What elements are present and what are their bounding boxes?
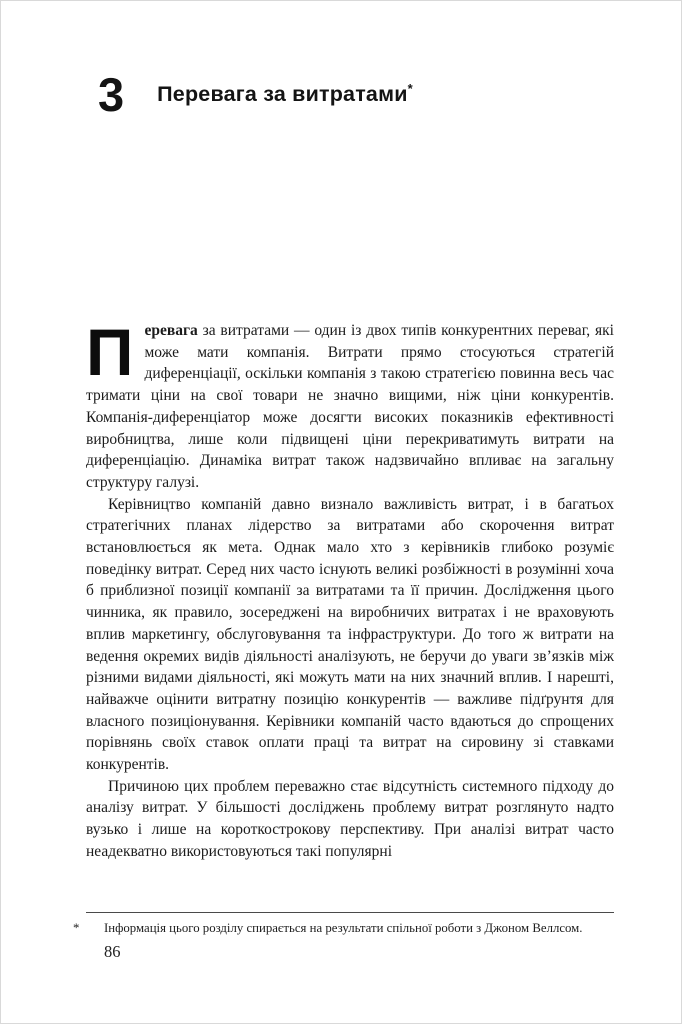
- paragraph-lead-word: еревага: [144, 322, 198, 339]
- footnote: [73, 920, 614, 937]
- chapter-title: [157, 82, 413, 106]
- page-number: 86: [104, 942, 121, 961]
- chapter-number: 3: [98, 68, 125, 121]
- body-paragraph: Керівництво компаній давно визнало важливість витрат, і в багатьох стратегічних планах лідерство за витратами або скорочення витрат встановлюється як мета. Однак мало хто з керівників глибоко розуміє поведінку витрат. Серед них часто існують великі розбіжності в розумінні хоча б приблизної позиції компанії за витратами та її причин. Дослідження цього чинника, як правило, зосереджені на виробничих витратах і не враховують вплив маркетингу, обслуговування та інфраструктури. До того ж витрати на ведення окремих видів діяльності аналізують, не беручи до уваги зв’язків між різними видами діяльності, які можуть мати на них значний вплив. І нарешті, найважче оцінити витратну позицію конкурентів — важливе підґрунтя для власного позиціонування. Керівники компаній часто вдаються до спрощених порівнянь своїх ставок оплати праці та витрат на сировину зі ставками конкурентів.: [86, 495, 614, 774]
- footnote-text: Інформація цього розділу спирається на результати спільної роботи з Джоном Веллсом.: [104, 921, 583, 935]
- body-text: [86, 315, 614, 863]
- body-paragraph: Причиною цих проблем переважно стає відсутність системного підходу до аналізу витрат. У більшості досліджень проблему витрат розглянуто надто вузько і лише на короткострокову перспективу. При аналізі витрат часто неадекватно використовуються такі популярні: [86, 777, 614, 860]
- chapter-header: [98, 68, 413, 121]
- chapter-title-text: Перевага за витратами: [157, 82, 408, 106]
- body-paragraph: [86, 315, 614, 494]
- paragraph-text: за витратами — один із двох типів конкурентних переваг, які може мати компанія. Витрати прямо стосуються стратегій диференціації, оскільки компанія з такою стратегією повинна весь час тримати ціни на свої товари не значно вищими, ніж ціни конкурентів. Компанія-диференціатор може досягти високих показників ефективності виробництва, лише коли підвищені ціни перекриватимуть витрати на диференціацію. Динаміка витрат також надзвичайно впливає на загальну структуру галузі.: [86, 322, 614, 491]
- dropcap-letter: П: [86, 315, 134, 389]
- footnote-divider: [86, 912, 614, 913]
- chapter-title-footnote-marker: *: [407, 80, 413, 96]
- footnote-marker: *: [73, 921, 80, 935]
